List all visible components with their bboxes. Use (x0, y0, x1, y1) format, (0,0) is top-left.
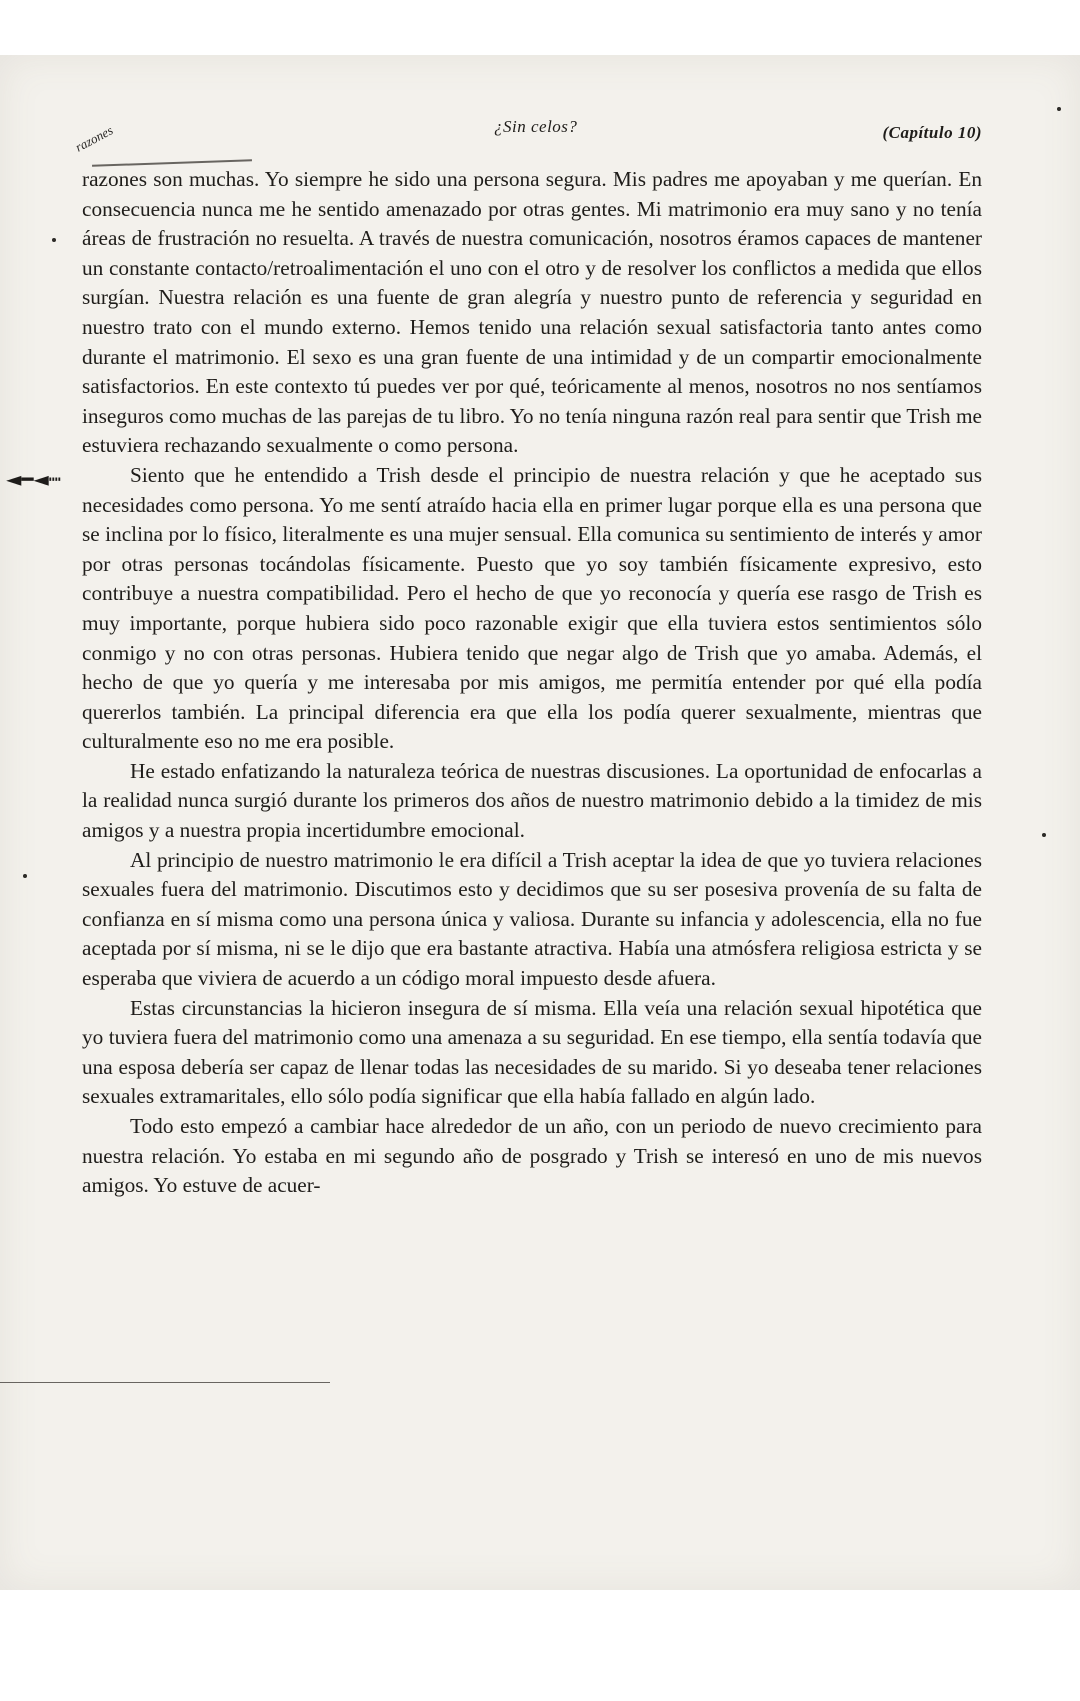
page-content (82, 117, 982, 1201)
paragraph-2: Siento que he entendido a Trish desde el principio de nuestra relación y que he aceptado sus necesidades como persona. Yo me sentí atraído hacia ella en primer lugar porque ella es una persona que se inclina por lo físico, literalmente es una mujer sensual. Ella comunica su sentimiento de interés y amor por otras personas tocándolas físicamente. Puesto que yo soy también físicamente expresivo, esto contribuye a nuestra compatibilidad. Pero el hecho de que yo reconocía y quería ese rasgo de Trish es muy importante, porque hubiera sido poco razonable exigir que ella tuviera estos sentimientos sólo conmigo y no con otras personas. Hubiera tenido que negar algo de Trish que yo amaba. Además, el hecho de que yo quería y me interesaba por mis amigos, me permitía entender por qué ella podía quererlos también. La principal diferencia era que ella los podía querer sexualmente, mientras que culturalmente eso no me era posible. (82, 462, 982, 754)
scanned-page (0, 55, 1080, 1590)
paragraph-3: He estado enfatizando la naturaleza teórica de nuestras discusiones. La oportunidad de enfocarlas a la realidad nunca surgió durante los primeros dos años de nuestro matrimonio debido a la timidez de mis amigos y a nuestra propia incertidumbre emocional. (82, 758, 982, 843)
speck-mark (52, 238, 56, 242)
running-header (82, 117, 982, 153)
paragraph-1: razones son muchas. Yo siempre he sido una persona segura. Mis padres me apoyaban y me querían. En consecuencia nunca me he sentido amenazado por otras gentes. Mi matrimonio era muy sano y no tenía áreas de frustración no resuelta. A través de nuestra comunicación, nosotros éramos capaces de mantener un constante contacto/retroalimentación el uno con el otro y de resolver los conflictos a medida que ellos surgían. Nuestra relación es una fuente de gran alegría y nuestro punto de referencia y seguridad en nuestro trato con el mundo externo. Hemos tenido una relación sexual satisfactoria tanto antes como durante el matrimonio. El sexo es una gran fuente de una intimidad y de un compartir emocionalmente satisfactorios. En este contexto tú puedes ver por qué, teóricamente al menos, nosotros no nos sentíamos inseguros como muchas de las parejas de tu libro. Yo no tenía ninguna razón real para sentir que Trish me estuviera rechazando sexualmente o como persona. (82, 167, 982, 458)
body-text (82, 165, 982, 1201)
margin-handwritten-note: razones (72, 122, 116, 155)
paragraph-5: Estas circunstancias la hicieron insegura de sí misma. Ella veía una relación sexual hipotética que yo tuviera fuera del matrimonio como una amenaza a su seguridad. En ese tiempo, ella sentía todavía que una esposa debería ser capaz de llenar todas las necesidades de su marido. Si yo deseaba tener relaciones sexuales extramaritales, ello sólo podía significar que ella había fallado en algún lado. (82, 995, 982, 1109)
left-arrow-icon: ◄━◄┉ (6, 467, 61, 491)
paragraph-4: Al principio de nuestro matrimonio le era difícil a Trish aceptar la idea de que yo tuviera relaciones sexuales fuera del matrimonio. Discutimos esto y decidimos que su ser posesiva provenía de su falta de confianza en sí misma como una persona única y valiosa. Durante su infancia y adolescencia, ella no fue aceptada por sí misma, ni se le dijo que era bastante atractiva. Había una atmósfera religiosa estricta y se esperaba que viviera de acuerdo a un código moral impuesto desde afuera. (82, 847, 982, 991)
speck-mark (1042, 833, 1046, 837)
paragraph-6: Todo esto empezó a cambiar hace alrededor de un año, con un periodo de nuevo crecimiento para nuestra relación. Yo estaba en mi segundo año de posgrado y Trish se interesó en uno de mis nuevos amigos. Yo estuve de acuer- (82, 1114, 982, 1198)
speck-mark (1057, 107, 1061, 111)
speck-mark (23, 874, 27, 878)
chapter-label: (Capítulo 10) (882, 123, 982, 142)
running-title: ¿Sin celos? (494, 117, 578, 136)
scan-line-mark (0, 1382, 330, 1383)
